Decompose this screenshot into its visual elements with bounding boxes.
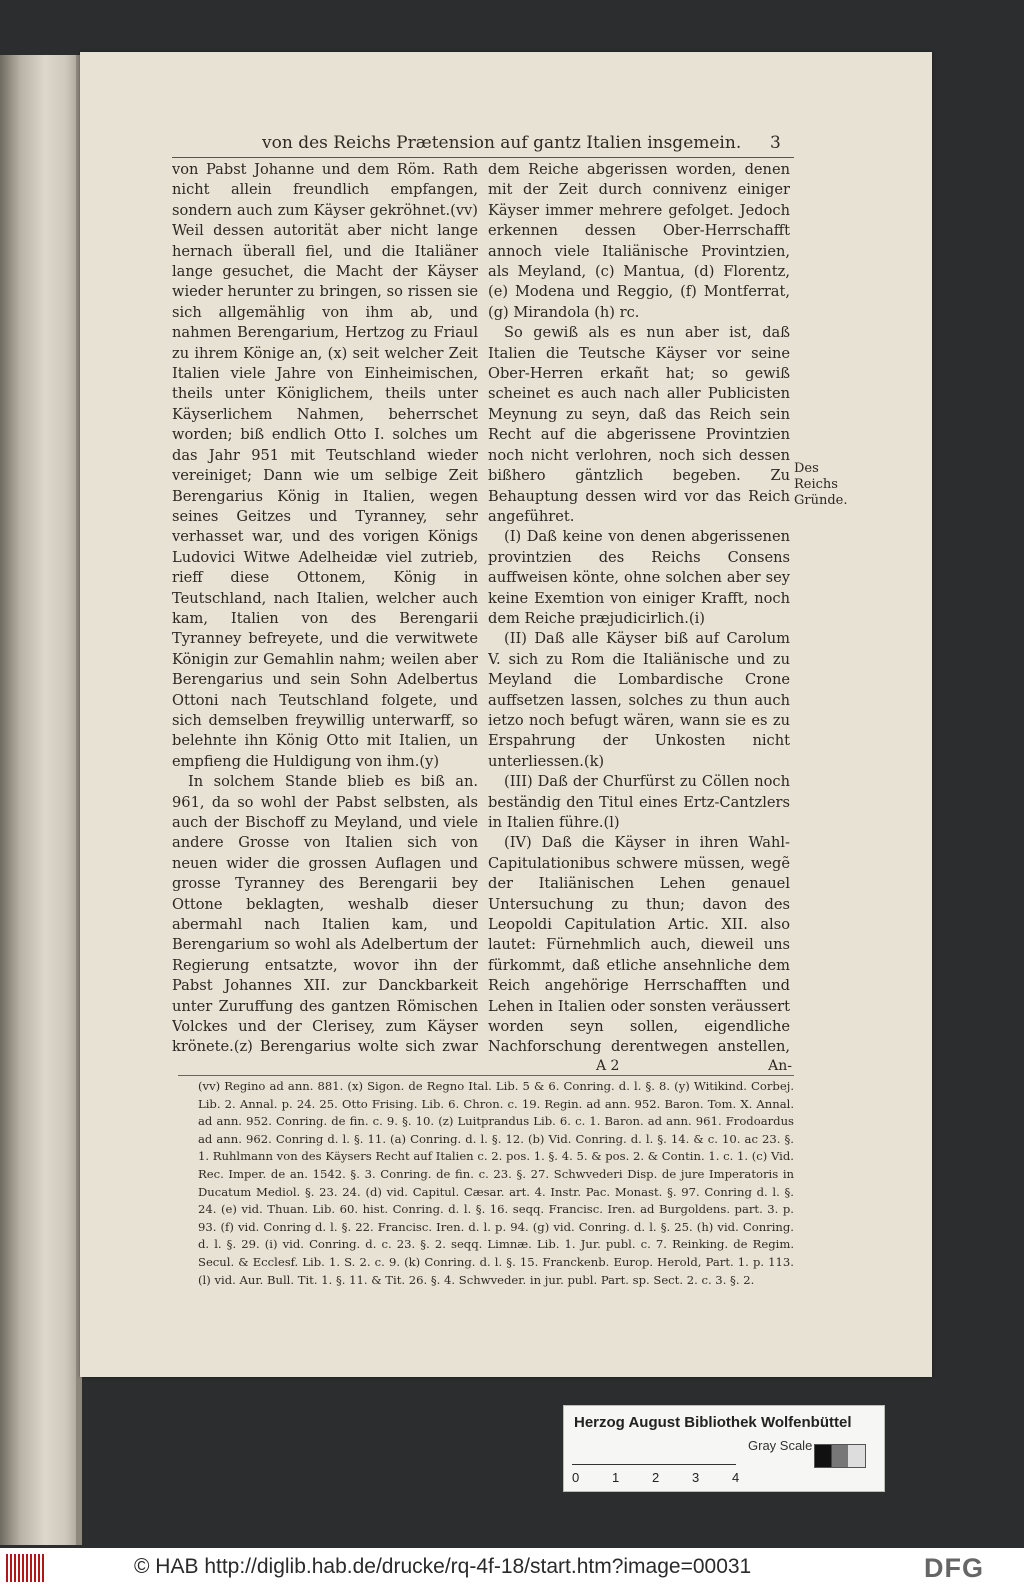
gray-patch	[814, 1444, 866, 1468]
right-paragraph: (IV) Daß die Käyser in ihren Wahl-Capitulationibus schwere müssen, wegẽ der Italiänischen Lehen genauel Untersuchung zu thun; davon des Leopoldi Capitulation Artic. XII. also lautet: Fürnehmlich auch, dieweil uns fürkommt, daß etliche ansehnliche dem Reich angehörige Herrschafften und Lehen in Italien oder sonsten veräussert worden seyn sollen, eigendliche Nachforschung derentwegen anstellen,	[488, 834, 790, 1056]
right-paragraph: dem Reiche abgerissen worden, denen mit der Zeit durch connivenz einiger Käyser immer mehrere gefolget. Jedoch erkennen dessen Ober-Herrschafft annoch viele Italiänische Provintzien, als Meyland, (c) Mantua, (d) Florentz, (e) Modena und Reggio, (f) Montferrat, (g) Mirandola (h) rc.	[488, 161, 790, 321]
right-paragraph: (I) Daß keine von denen abgerissenen provintzien des Reichs Consens auffweisen könte, ohne solchen aber sey keine Exemtion von einiger Krafft, noch dem Reiche præjudicirlich.(i)	[488, 528, 790, 627]
footnote-rule	[178, 1075, 794, 1076]
gray-scale-label: Gray Scale	[748, 1438, 813, 1453]
margin-note: Des Reichs Gründe.	[794, 461, 848, 508]
footnote-text: (vv) Regino ad ann. 881. (x) Sigon. de Regno Ital. Lib. 5 & 6. Conring. d. l. §. 8. (y) Witikind. Corbej. Lib. 2. Annal. p. 24. 25. Otto Frising. Lib. 6. Chron. c. 19. Regin. ad ann. 952. Baron. Tom. X. Annal. ad ann. 952. Conring. de fin. c. 9. §. 10. (z) Luitprandus Lib. 6. c. 1. Baron. ad ann. 961. Frodoardus ad ann. 962. Conring d. l. §. 11. (a) Conring. d. l. §. 12. (b) Vid. Conring. d. l. §. 14. & c. 10. ac 23. §. 1. Ruhlmann von des Käysers Recht auf Italien c. 2. pos. 1. §. 4. 5. & pos. 2. & Contin. 1. c. 1. (c) Vid. Rec. Imper. de an. 1542. §. 3. Conring. de fin. c. 23. §. 27. Schwvederi Disp. de jure Imperatoris in Ducatum Mediol. §. 23. 24. (d) vid. Capitul. Cæsar. art. 4. Instr. Pac. Monast. §. 97. Conring d. l. §. 24. (e) vid. Thuan. Lib. 60. hist. Conring. d. l. §. 16. seqq. Francisc. Iren. ad Burgoldens. part. 3. p. 93. (f) vid. Conring d. l. §. 22. Francisc. Iren. d. l. p. 94. (g) vid. Conring. d. l. §. 25. (h) vid. Conring. d. l. §. 29. (i) vid. Conring. d. c. 23. §. 2. seqq. Limnæ. Lib. 1. Jur. publ. c. 7. Reinking. de Regim. Secul. & Ecclesf. Lib. 1. S. 2. c. 9. (k) Conring. d. l. §. 15. Franckenb. Europ. Herold, Part. 1. p. 113. (l) vid. Aur. Bull. Tit. 1. §. 11. & Tit. 26. §. 4. Schwveder. in jur. publ. Part. sp. Sect. 2. c. 3. §. 2.	[198, 1079, 794, 1287]
scale-number: 1	[612, 1470, 620, 1485]
signature-line	[172, 1058, 794, 1076]
left-column	[172, 160, 478, 1060]
footer-bar	[0, 1548, 1024, 1588]
signature-mark: A 2	[596, 1058, 620, 1074]
page-number: 3	[770, 133, 781, 153]
library-name: Herzog August Bibliothek Wolfenbüttel	[574, 1414, 852, 1431]
hab-logo-icon	[6, 1554, 46, 1582]
left-paragraph: In solchem Stande blieb es biß an. 961, da so wohl der Pabst selbsten, als auch der Bischoff zu Meyland, und viele andere Grosse von Italien sich von neuen wider die grossen Auflagen und grosse Tyranney des Berengarii bey Ottone beklagten, weshalb dieser abermahl nach Italien kam, und Berengarium so wohl als Adelbertum der Regierung entsatzte, wovor ihn der Pabst Johannes XII. zur Danckbarkeit unter Zuruffung des gantzen Römischen Volckes und der Clerisey, zum Käyser krönete.(z) Berengarius wolte sich zwar	[172, 773, 478, 1056]
footer-credit: © HAB http://diglib.hab.de/drucke/rq-4f-18/start.htm?image=00031	[134, 1555, 752, 1578]
right-paragraph: (III) Daß der Churfürst zu Cöllen noch beständig den Titul eines Ertz-Cantzlers in Italien führe.(l)	[488, 773, 790, 831]
footnotes	[198, 1078, 794, 1318]
scale-number: 3	[692, 1470, 700, 1485]
scale-number: 0	[572, 1470, 580, 1485]
scale-numbers	[572, 1470, 742, 1488]
scale-number: 2	[652, 1470, 660, 1485]
book-left-edge	[0, 55, 82, 1545]
right-column	[488, 160, 790, 1060]
catchword: An-	[768, 1058, 792, 1074]
dfg-logo: DFG	[924, 1553, 984, 1583]
running-head-title: von des Reichs Prætension auf gantz Italien insgemein.	[262, 133, 742, 153]
left-paragraph: von Pabst Johanne und dem Röm. Rath nicht allein freundlich empfangen, sondern auch zum Käyser gekröhnet.(vv) Weil dessen autorität aber nicht lange hernach überall fiel, und die Italiäner lange gesuchet, die Macht der Käyser wieder herunter zu bringen, so rissen sie sich allgemählig von ihm ab, und nahmen Berengarium, Hertzog zu Friaul zu ihrem Könige an, (x) seit welcher Zeit Italien viele Jahre von Einheimischen, theils unter Königlichem, theils unter Käyserlichem Nahmen, beherrschet worden; biß endlich Otto I. solches um das Jahr 951 mit Teutschland wieder vereiniget; Dann wie um selbige Zeit Berengarius König in Italien, wegen seines Geitzes und Tyranney, sehr verhasset war, und des vorigen Königs Ludovici Witwe Adelheidæ viel zutrieb, rieff diese Ottonem, König in Teutschland, nach Italien, welcher auch kam, Italien von des Berengarii Tyranney befreyete, und die verwitwete Königin zur Gemahlin nahm; weilen aber Berengarius und sein Sohn Adelbertus Ottoni nach Teutschland folgete, und sich demselben freywillig unterwarff, so belehnte ihn König Otto mit Italien, un empfieng die Huldigung von ihm.(y)	[172, 161, 478, 770]
right-paragraph: (II) Daß alle Käyser biß auf Carolum V. sich zu Rom die Italiänische und zu Meyland die Lombardische Crone auffsetzen lassen, solches zu thun auch ietzo noch befugt wären, wann sie es zu Erspahrung der Unkosten nicht unterliessen.(k)	[488, 630, 790, 770]
header-rule	[172, 157, 794, 158]
running-head	[262, 131, 782, 157]
scale-number: 4	[732, 1470, 740, 1485]
right-paragraph: So gewiß als es nun aber ist, daß Italien die Teutsche Käyser vor seine Ober-Herren erkañt hat; so gewiß scheinet es auch nach aller Publicisten Meynung zu seyn, daß das Reich sein Recht auf die abgerissene Provintzien noch nicht verlohren, noch sich dessen bißhero gäntzlich begeben. Zu Behauptung dessen wird vor das Reich angeführet.	[488, 324, 790, 525]
gray-scale-target	[563, 1405, 885, 1492]
